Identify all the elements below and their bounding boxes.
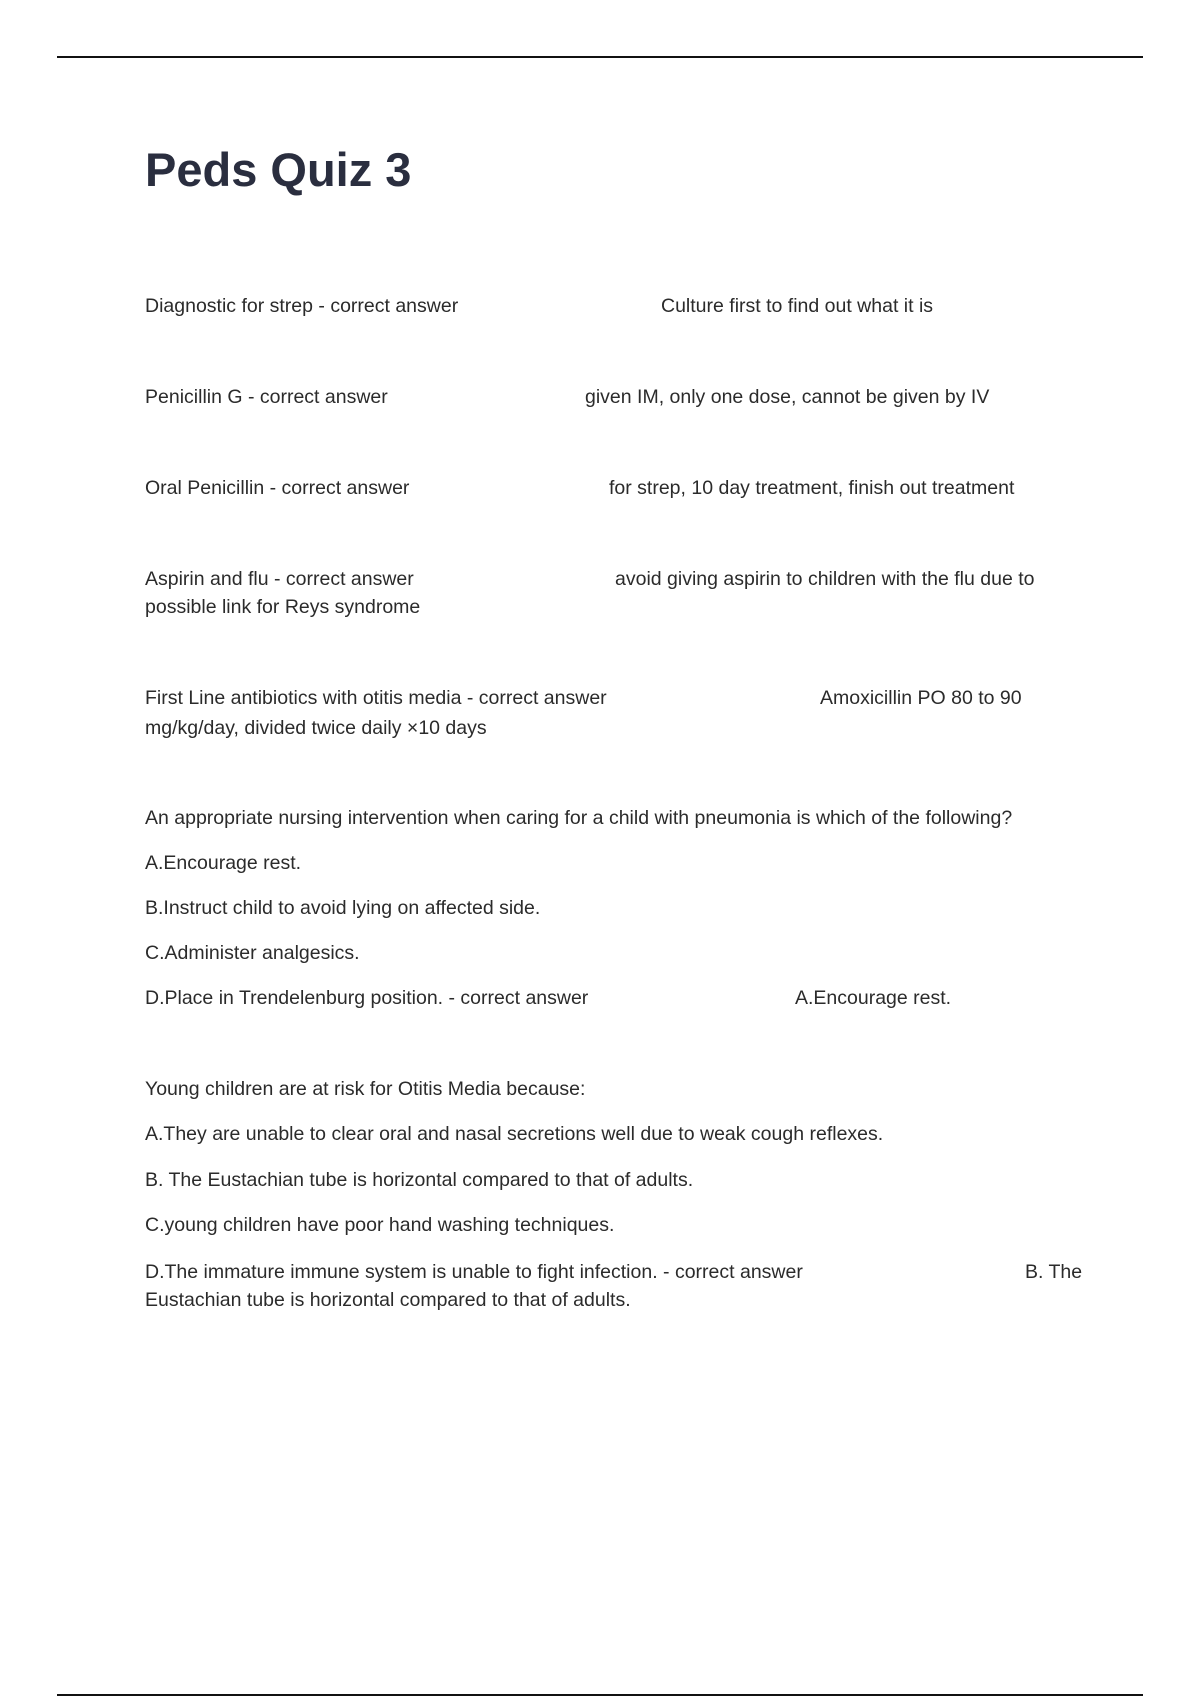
flashcard-term: First Line antibiotics with otitis media - correct answer	[145, 687, 607, 709]
flashcard-answer-continued: possible link for Reys syndrome	[145, 596, 421, 618]
answer-option: C.Administer analgesics.	[145, 942, 360, 964]
answer-option: C.young children have poor hand washing techniques.	[145, 1214, 615, 1236]
answer-option: D.The immature immune system is unable to fight infection. - correct answer	[145, 1261, 803, 1283]
answer-option: A.Encourage rest.	[145, 852, 302, 874]
flashcard-term: Aspirin and flu - correct answer	[145, 568, 414, 590]
correct-answer-continued: Eustachian tube is horizontal compared to that of adults.	[145, 1289, 631, 1311]
correct-answer: B. The	[1025, 1261, 1083, 1283]
question-stem: Young children are at risk for Otitis Media because:	[145, 1078, 586, 1100]
answer-option: D.Place in Trendelenburg position. - correct answer	[145, 987, 589, 1009]
flashcard-term: Oral Penicillin - correct answer	[145, 477, 410, 499]
page-title: Peds Quiz 3	[145, 143, 412, 196]
flashcard-answer-continued: mg/kg/day, divided twice daily ×10 days	[145, 717, 487, 739]
bottom-rule	[57, 1694, 1143, 1696]
question-stem: An appropriate nursing intervention when caring for a child with pneumonia is which of the following?	[145, 807, 1013, 829]
flashcard-answer: avoid giving aspirin to children with the flu due to	[615, 568, 1035, 590]
flashcard-answer: given IM, only one dose, cannot be given by IV	[585, 386, 990, 408]
flashcard-answer: Amoxicillin PO 80 to 90	[820, 687, 1022, 709]
answer-option: B.Instruct child to avoid lying on affected side.	[145, 897, 541, 919]
flashcard-answer: for strep, 10 day treatment, finish out treatment	[609, 477, 1015, 499]
top-rule	[57, 56, 1143, 58]
correct-answer: A.Encourage rest.	[795, 987, 952, 1009]
flashcard-term: Penicillin G - correct answer	[145, 386, 388, 408]
flashcard-term: Diagnostic for strep - correct answer	[145, 295, 459, 317]
flashcard-answer: Culture first to find out what it is	[661, 295, 934, 317]
answer-option: A.They are unable to clear oral and nasal secretions well due to weak cough reflexes.	[145, 1123, 884, 1145]
answer-option: B. The Eustachian tube is horizontal compared to that of adults.	[145, 1169, 694, 1191]
